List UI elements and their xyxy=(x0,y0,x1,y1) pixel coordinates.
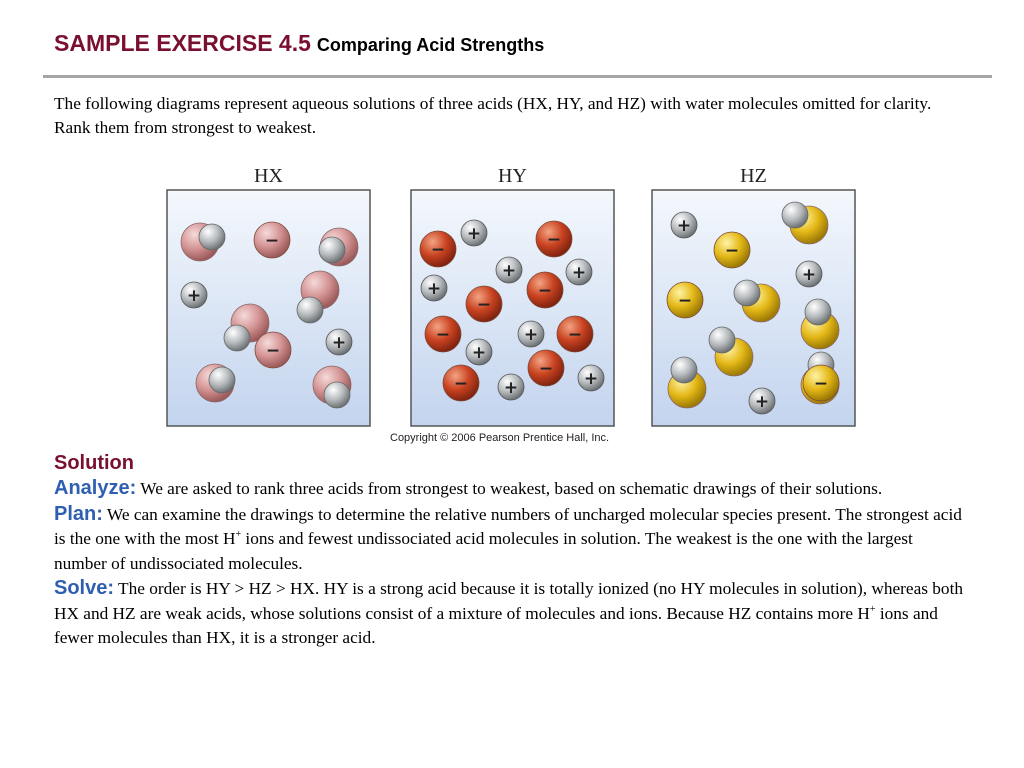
anion-ion xyxy=(536,221,572,257)
hydrogen-atom xyxy=(324,382,350,408)
hydrogen-ion xyxy=(578,365,604,391)
plus-sign: + xyxy=(466,224,482,244)
anion-ion xyxy=(255,332,291,368)
hydrogen-atom xyxy=(297,297,323,323)
hydrogen-atom xyxy=(224,325,250,351)
hydrogen-ion xyxy=(566,259,592,285)
minus-sign: − xyxy=(546,230,562,250)
acid-diagrams-figure xyxy=(160,160,880,450)
plus-sign: + xyxy=(503,378,519,398)
plus-sign: + xyxy=(754,392,770,412)
hydrogen-atom xyxy=(319,237,345,263)
minus-sign: − xyxy=(813,374,829,394)
solution-section xyxy=(54,450,964,651)
hydrogen-ion xyxy=(498,374,524,400)
minus-sign: − xyxy=(567,325,583,345)
anion-ion xyxy=(667,282,703,318)
figure-copyright: Copyright © 2006 Pearson Prentice Hall, Inc. xyxy=(390,432,610,444)
solution-panel-hy xyxy=(411,165,614,426)
minus-sign: − xyxy=(264,231,280,251)
minus-sign: − xyxy=(476,295,492,315)
panel-label: HX xyxy=(254,165,283,187)
plan-text-1: We can examine the drawings to determine the relative numbers of uncharged molecular species present. The strongest acid is the one with the most H xyxy=(54,504,962,548)
question-text: The following diagrams represent aqueous solutions of three acids (HX, HY, and HZ) with water molecules omitted for clarity. Rank them from strongest to weakest. xyxy=(54,94,932,137)
anion-ion xyxy=(466,286,502,322)
hydrogen-ion xyxy=(461,220,487,246)
anion-ion xyxy=(714,232,750,268)
hydrogen-atom xyxy=(782,202,808,228)
solve-text-1: The order is HY > HZ > HX. HY is a strong acid because it is totally ionized (no HY molecules in solution), whereas both HX and HZ are weak acids, whose solutions consist of a mixture of molecules and ions. Because HZ contains more H xyxy=(54,579,964,623)
acid-diagrams-svg xyxy=(160,160,880,450)
minus-sign: − xyxy=(435,325,451,345)
hydrogen-ion xyxy=(749,388,775,414)
plan-paragraph xyxy=(54,502,964,577)
anion-ion xyxy=(557,316,593,352)
anion-ion xyxy=(803,365,839,401)
solution-panel-hx xyxy=(167,165,370,426)
plan-text-2: ions and fewest undissociated acid molecules in solution. The weakest is the one with the largest number of undissociated molecules. xyxy=(54,529,913,573)
anion-ion xyxy=(420,231,456,267)
hydrogen-ion xyxy=(796,261,822,287)
solution-heading: Solution xyxy=(54,452,134,474)
minus-sign: − xyxy=(538,359,554,379)
solve-text-2: ions and fewer molecules than HX, it is a stronger acid. xyxy=(54,603,938,647)
hydrogen-atom xyxy=(199,224,225,250)
anion-ion xyxy=(527,272,563,308)
minus-sign: − xyxy=(724,241,740,261)
exercise-subtitle: Comparing Acid Strengths xyxy=(316,35,545,55)
hydrogen-ion xyxy=(671,212,697,238)
plus-sign: + xyxy=(801,265,817,285)
hydrogen-ion xyxy=(518,321,544,347)
solve-label: Solve: xyxy=(54,577,115,599)
plus-sign: + xyxy=(426,279,442,299)
header-divider xyxy=(43,75,992,78)
hydrogen-atom xyxy=(209,367,235,393)
plus-sign: + xyxy=(583,369,599,389)
solution-panel-hz xyxy=(652,165,855,426)
analyze-text: We are asked to rank three acids from strongest to weakest, based on schematic drawings of their solutions. xyxy=(140,479,883,498)
plus-sign: + xyxy=(501,261,517,281)
minus-sign: − xyxy=(430,240,446,260)
slide-header xyxy=(54,30,544,57)
plus-sign: + xyxy=(186,286,202,306)
anion-ion xyxy=(443,365,479,401)
exercise-title: SAMPLE EXERCISE 4.5 xyxy=(54,30,311,56)
hydrogen-ion xyxy=(466,339,492,365)
hydrogen-atom xyxy=(805,299,831,325)
hydrogen-atom xyxy=(734,280,760,306)
analyze-paragraph xyxy=(54,476,964,502)
plan-label: Plan: xyxy=(54,502,103,525)
hydrogen-atom xyxy=(671,357,697,383)
anion-ion xyxy=(528,350,564,386)
hydrogen-atom xyxy=(709,327,735,353)
solve-superscript: + xyxy=(869,603,876,615)
hydrogen-ion xyxy=(326,329,352,355)
solve-paragraph xyxy=(54,576,964,651)
anion-ion xyxy=(254,222,290,258)
hydrogen-ion xyxy=(421,275,447,301)
minus-sign: − xyxy=(453,374,469,394)
plus-sign: + xyxy=(523,325,539,345)
plus-sign: + xyxy=(676,216,692,236)
minus-sign: − xyxy=(265,341,281,361)
hydrogen-ion xyxy=(496,257,522,283)
minus-sign: − xyxy=(677,291,693,311)
panel-label: HZ xyxy=(740,165,767,187)
panel-label: HY xyxy=(498,165,527,187)
hydrogen-ion xyxy=(181,282,207,308)
plan-superscript: + xyxy=(235,529,242,541)
anion-ion xyxy=(425,316,461,352)
plus-sign: + xyxy=(331,333,347,353)
analyze-label: Analyze: xyxy=(54,477,137,499)
plus-sign: + xyxy=(571,263,587,283)
plus-sign: + xyxy=(471,343,487,363)
minus-sign: − xyxy=(537,281,553,301)
